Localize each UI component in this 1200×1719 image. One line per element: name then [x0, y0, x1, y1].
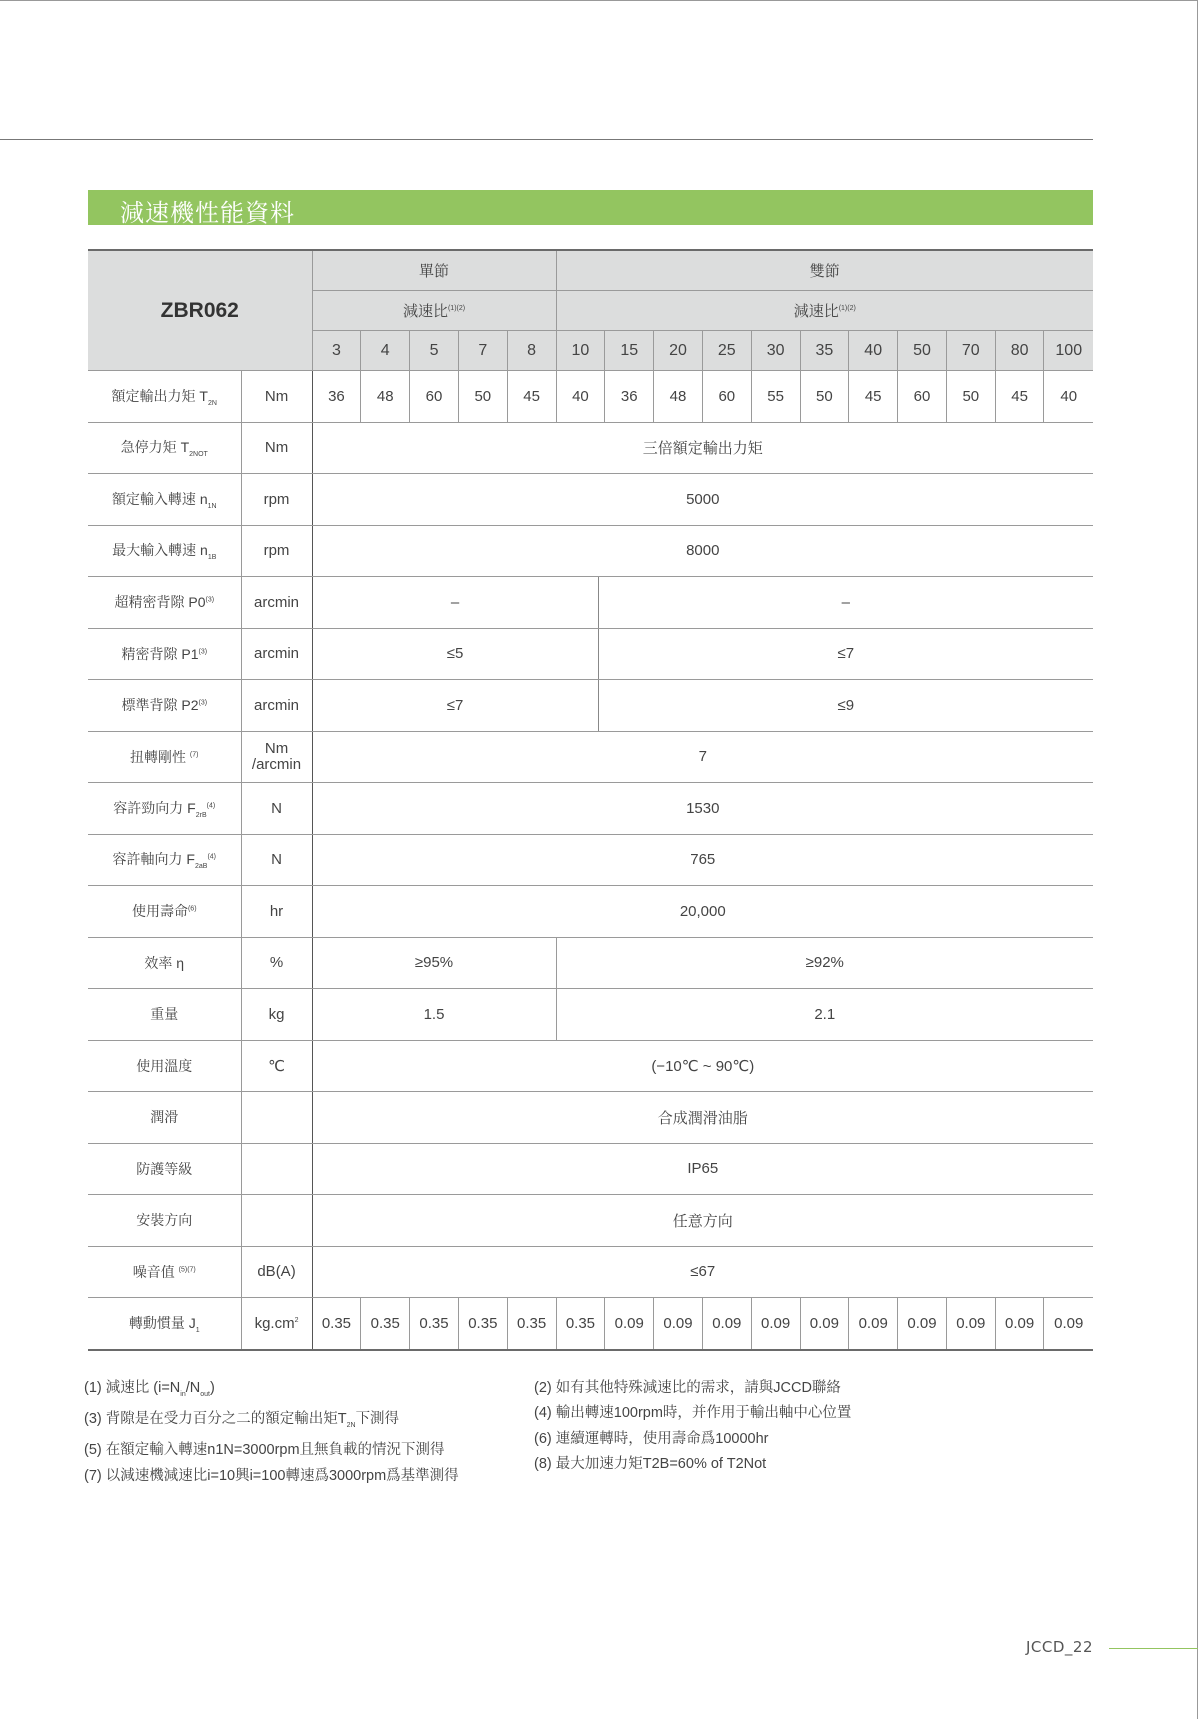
- unit-text: rpm: [263, 542, 290, 560]
- page-border-right: [1197, 0, 1198, 1719]
- value-double-stage: ≤7: [837, 645, 855, 663]
- row-unit: [241, 525, 312, 577]
- value-cell: 0.35: [361, 1298, 410, 1350]
- row-unit: [241, 628, 312, 680]
- section-title-band: [88, 190, 1093, 225]
- row-label-subscript: 2NOT: [189, 451, 208, 459]
- value-cell: 40: [556, 371, 605, 423]
- unit-text: Nm: [264, 387, 289, 405]
- ratio-footnote-ref: (1)(2): [447, 305, 466, 312]
- page-border-top: [0, 0, 1198, 1]
- value-cell-span: 合成潤滑油脂: [312, 1092, 1093, 1144]
- row-label-text: 精密背隙 P1: [121, 645, 199, 662]
- value-cell-span: 7: [312, 731, 1093, 783]
- value-cell: 0.09: [946, 1298, 995, 1350]
- row-unit: [241, 577, 312, 629]
- row-label-text: 安裝方向: [136, 1212, 193, 1229]
- value-cell: 55: [751, 371, 800, 423]
- ratio-value: 7: [458, 331, 507, 371]
- footnote: [84, 1438, 459, 1463]
- row-unit: [241, 474, 312, 526]
- value-cell-span: 765: [312, 834, 1093, 886]
- value-single-stage: –: [313, 577, 599, 628]
- row-unit: [241, 1040, 312, 1092]
- unit-text-line2: /arcmin: [251, 755, 302, 773]
- stage-group-label: 單節: [312, 250, 556, 291]
- value-cell: 0.09: [995, 1298, 1044, 1350]
- row-label-text: 轉動慣量 J: [128, 1314, 196, 1331]
- row-label-footnote-ref: (3): [205, 596, 215, 604]
- value-cell: 45: [849, 371, 898, 423]
- unit-text: arcmin: [254, 645, 300, 663]
- footnote-text: (1) 減速比 (i=N: [84, 1380, 181, 1396]
- value-cell: 0.35: [312, 1298, 361, 1350]
- unit-text: N: [271, 851, 282, 869]
- ratio-value: 20: [654, 331, 703, 371]
- ratio-value: 4: [361, 331, 410, 371]
- ratio-value: 35: [800, 331, 849, 371]
- row-label: [88, 422, 241, 474]
- row-label: [88, 1143, 241, 1195]
- table-row: [88, 886, 1093, 938]
- footnotes-left: [84, 1376, 459, 1489]
- row-label: [88, 783, 241, 835]
- row-label: [88, 989, 241, 1041]
- split-values: [313, 629, 1093, 680]
- stage-group-label: 雙節: [556, 250, 1093, 291]
- row-label-text: 效率 η: [144, 954, 185, 971]
- row-label: [88, 937, 241, 989]
- footnote-text: ): [209, 1380, 215, 1396]
- unit-text: arcmin: [254, 593, 300, 611]
- ratio-value: 70: [946, 331, 995, 371]
- value-cell-span: IP65: [312, 1143, 1093, 1195]
- table-row: [88, 989, 1093, 1041]
- row-label-text: 使用壽命: [131, 903, 188, 920]
- value-cell: 0.09: [751, 1298, 800, 1350]
- footnote: [84, 1407, 459, 1438]
- unit-text: kg: [268, 1005, 285, 1023]
- value-cell: 50: [946, 371, 995, 423]
- row-label-text: 急停力矩 T: [120, 439, 190, 456]
- footnote-text: /N: [185, 1380, 201, 1396]
- footnote: [534, 1427, 851, 1452]
- row-unit: [241, 680, 312, 732]
- header-row-group: [88, 250, 1093, 291]
- value-cell-span: 8000: [312, 525, 1093, 577]
- value-cell-span: ≤67: [312, 1246, 1093, 1298]
- ratio-value: 10: [556, 331, 605, 371]
- ratio-label: 減速比: [793, 303, 839, 320]
- footnote-subscript: 2N: [346, 1422, 356, 1430]
- footnote-subscript: out: [200, 1390, 210, 1398]
- value-cell-span: ≥95%: [312, 937, 556, 989]
- value-cell: 0.09: [702, 1298, 751, 1350]
- value-double-stage: ≤9: [837, 696, 855, 714]
- footnote-text: (3) 背隙是在受力百分之二的額定輸出矩T: [84, 1411, 347, 1428]
- row-label: [88, 680, 241, 732]
- row-label-text: 額定輸出力矩 T: [111, 387, 208, 404]
- row-label: [88, 577, 241, 629]
- value-cell: 0.09: [800, 1298, 849, 1350]
- row-label-footnote-ref: (5)(7): [178, 1266, 196, 1274]
- value-cell-span: 2.1: [556, 989, 1093, 1041]
- value-cell-span: (−10℃ ~ 90℃): [312, 1040, 1093, 1092]
- value-cell: 50: [458, 371, 507, 423]
- value-cell: 0.35: [458, 1298, 507, 1350]
- ratio-label-cell: [312, 291, 556, 331]
- value-cell: 40: [1044, 371, 1093, 423]
- value-cell-span: 5000: [312, 474, 1093, 526]
- row-unit: [241, 422, 312, 474]
- unit-text: Nm: [264, 739, 289, 757]
- row-label: [88, 371, 241, 423]
- unit-text: rpm: [263, 490, 290, 508]
- value-cell: 45: [507, 371, 556, 423]
- model-name: ZBR062: [88, 250, 312, 371]
- table-row: [88, 1298, 1093, 1350]
- ratio-value: 80: [995, 331, 1044, 371]
- value-cell: 0.09: [849, 1298, 898, 1350]
- row-unit: [241, 1092, 312, 1144]
- value-cell: 0.35: [556, 1298, 605, 1350]
- footer-accent-line: [1109, 1648, 1198, 1649]
- row-label-subscript: 1: [195, 1326, 200, 1334]
- table-row: [88, 1246, 1093, 1298]
- footnote: [84, 1464, 459, 1489]
- row-label-footnote-ref: (4): [206, 802, 216, 810]
- page-number: JCCD_22: [1026, 1638, 1094, 1656]
- row-label-text: 容許勁向力 F: [113, 799, 196, 816]
- row-label-text: 使用溫度: [136, 1057, 193, 1074]
- table-row: [88, 1195, 1093, 1247]
- row-unit: [241, 989, 312, 1041]
- row-label: [88, 1195, 241, 1247]
- table-row: [88, 474, 1093, 526]
- header-rule: [0, 139, 1093, 140]
- footnote: [84, 1376, 459, 1407]
- row-label-text: 噪音值: [132, 1263, 179, 1280]
- row-label: [88, 834, 241, 886]
- row-unit: [241, 1298, 312, 1350]
- table-row: [88, 628, 1093, 680]
- table-row: [88, 1092, 1093, 1144]
- row-label-text: 最大輸入轉速 n: [112, 542, 208, 559]
- value-cell-span: [312, 628, 1093, 680]
- row-unit: [241, 731, 312, 783]
- row-unit: [241, 1246, 312, 1298]
- row-unit: [241, 937, 312, 989]
- row-label-footnote-ref: (3): [198, 648, 208, 656]
- table-row: [88, 680, 1093, 732]
- row-label-subscript: 2N: [208, 399, 217, 407]
- value-cell: 0.09: [898, 1298, 947, 1350]
- row-label-footnote-ref: (7): [189, 751, 199, 759]
- row-label: [88, 1246, 241, 1298]
- unit-text: %: [269, 954, 284, 972]
- value-single-stage: ≤5: [313, 629, 599, 680]
- value-cell: 36: [605, 371, 654, 423]
- value-single-stage: ≤7: [313, 680, 599, 731]
- value-cell: 0.35: [410, 1298, 459, 1350]
- table-row: [88, 525, 1093, 577]
- footnote-subscript: in: [180, 1390, 186, 1398]
- table-row: [88, 731, 1093, 783]
- table-row: [88, 577, 1093, 629]
- row-unit: [241, 834, 312, 886]
- row-label-text: 額定輸入轉速 n: [111, 490, 208, 507]
- row-label: [88, 474, 241, 526]
- table-row: [88, 834, 1093, 886]
- footnote-text: (6) 連續運轉時，使用壽命爲10000hr: [534, 1430, 769, 1447]
- row-label-subscript: 1B: [207, 554, 217, 562]
- ratio-footnote-ref: (1)(2): [838, 305, 856, 312]
- row-unit: [241, 886, 312, 938]
- footnote: [534, 1452, 851, 1477]
- value-cell: 60: [410, 371, 459, 423]
- footnotes-right: [534, 1376, 851, 1477]
- ratio-value: 5: [410, 331, 459, 371]
- row-label-text: 標準背隙 P2: [121, 697, 199, 714]
- row-label: [88, 628, 241, 680]
- row-label-text: 容許軸向力 F: [112, 851, 195, 868]
- row-unit: [241, 1143, 312, 1195]
- unit-text: Nm: [264, 439, 289, 457]
- ratio-value: 30: [751, 331, 800, 371]
- footnote-text: (4) 輸出轉速100rpm時，并作用于輸出軸中心位置: [534, 1405, 852, 1422]
- footnote-text: 下測得: [355, 1411, 400, 1428]
- table-row: [88, 1143, 1093, 1195]
- row-label-text: 扭轉剛性: [130, 748, 190, 765]
- row-label-text: 防護等級: [136, 1160, 193, 1177]
- row-label-subscript: 1N: [207, 502, 217, 510]
- value-cell: 50: [800, 371, 849, 423]
- ratio-value: 50: [898, 331, 947, 371]
- ratio-value: 40: [849, 331, 898, 371]
- row-label: [88, 886, 241, 938]
- value-cell: 36: [312, 371, 361, 423]
- value-double-stage: –: [841, 593, 850, 611]
- footnote-text: (7) 以減速機減速比i=10興i=100轉速爲3000rpm爲基準測得: [84, 1467, 459, 1484]
- row-label-subscript: 2rB: [195, 811, 207, 819]
- row-label-footnote-ref: (6): [187, 905, 197, 913]
- value-cell-span: 任意方向: [312, 1195, 1093, 1247]
- value-cell: 0.09: [654, 1298, 703, 1350]
- value-cell: 0.09: [605, 1298, 654, 1350]
- footnote-text: (2) 如有其他特殊減速比的需求，請與JCCD聯絡: [534, 1380, 841, 1396]
- value-cell-span: ≥92%: [556, 937, 1093, 989]
- value-cell: 0.09: [1044, 1298, 1093, 1350]
- footnote: [534, 1401, 851, 1426]
- ratio-value: 3: [312, 331, 361, 371]
- value-cell-span: 1.5: [312, 989, 556, 1041]
- row-label-text: 超精密背隙 P0: [114, 594, 206, 611]
- table-row: [88, 1040, 1093, 1092]
- footnote-text: (5) 在額定輸入轉速n1N=3000rpm且無負載的情況下測得: [84, 1442, 445, 1459]
- ratio-value: 8: [507, 331, 556, 371]
- row-unit: [241, 371, 312, 423]
- value-cell-span: [312, 680, 1093, 732]
- table-row: [88, 783, 1093, 835]
- unit-text: ℃: [268, 1057, 285, 1075]
- row-label-text: 重量: [150, 1006, 179, 1023]
- table-row: [88, 371, 1093, 423]
- value-cell: 45: [995, 371, 1044, 423]
- performance-table: [88, 249, 1093, 1351]
- row-unit: [241, 1195, 312, 1247]
- value-cell-span: 三倍額定輸出力矩: [312, 422, 1093, 474]
- table-row: [88, 422, 1093, 474]
- row-label-text: 潤滑: [150, 1109, 179, 1126]
- section-title: 減速機性能資料: [120, 200, 295, 227]
- ratio-value: 25: [702, 331, 751, 371]
- unit-text: N: [271, 799, 282, 817]
- row-label: [88, 1040, 241, 1092]
- unit-superscript: 2: [294, 1316, 299, 1324]
- row-label-footnote-ref: (4): [207, 853, 216, 861]
- unit-text: dB(A): [257, 1263, 296, 1281]
- row-label: [88, 731, 241, 783]
- unit-text: kg.cm: [254, 1314, 295, 1332]
- split-values: [313, 680, 1093, 731]
- value-cell: 0.35: [507, 1298, 556, 1350]
- footnote: [534, 1376, 851, 1401]
- ratio-value: 15: [605, 331, 654, 371]
- row-unit: [241, 783, 312, 835]
- unit-text: hr: [269, 902, 284, 920]
- value-cell-span: [312, 577, 1093, 629]
- ratio-value: 100: [1044, 331, 1093, 371]
- table-row: [88, 937, 1093, 989]
- ratio-label-cell: [556, 291, 1093, 331]
- unit-text: arcmin: [254, 696, 300, 714]
- footnote-text: (8) 最大加速力矩T2B=60% of T2Not: [534, 1455, 767, 1472]
- row-label: [88, 1298, 241, 1350]
- value-cell: 60: [898, 371, 947, 423]
- ratio-label: 減速比: [402, 303, 448, 320]
- value-cell-span: 20,000: [312, 886, 1093, 938]
- value-cell: 48: [361, 371, 410, 423]
- row-label: [88, 525, 241, 577]
- split-values: [313, 577, 1093, 628]
- value-cell: 60: [702, 371, 751, 423]
- value-cell: 48: [654, 371, 703, 423]
- row-label-footnote-ref: (3): [198, 699, 208, 707]
- row-label-subscript: 2aB: [194, 863, 208, 871]
- value-cell-span: 1530: [312, 783, 1093, 835]
- row-label: [88, 1092, 241, 1144]
